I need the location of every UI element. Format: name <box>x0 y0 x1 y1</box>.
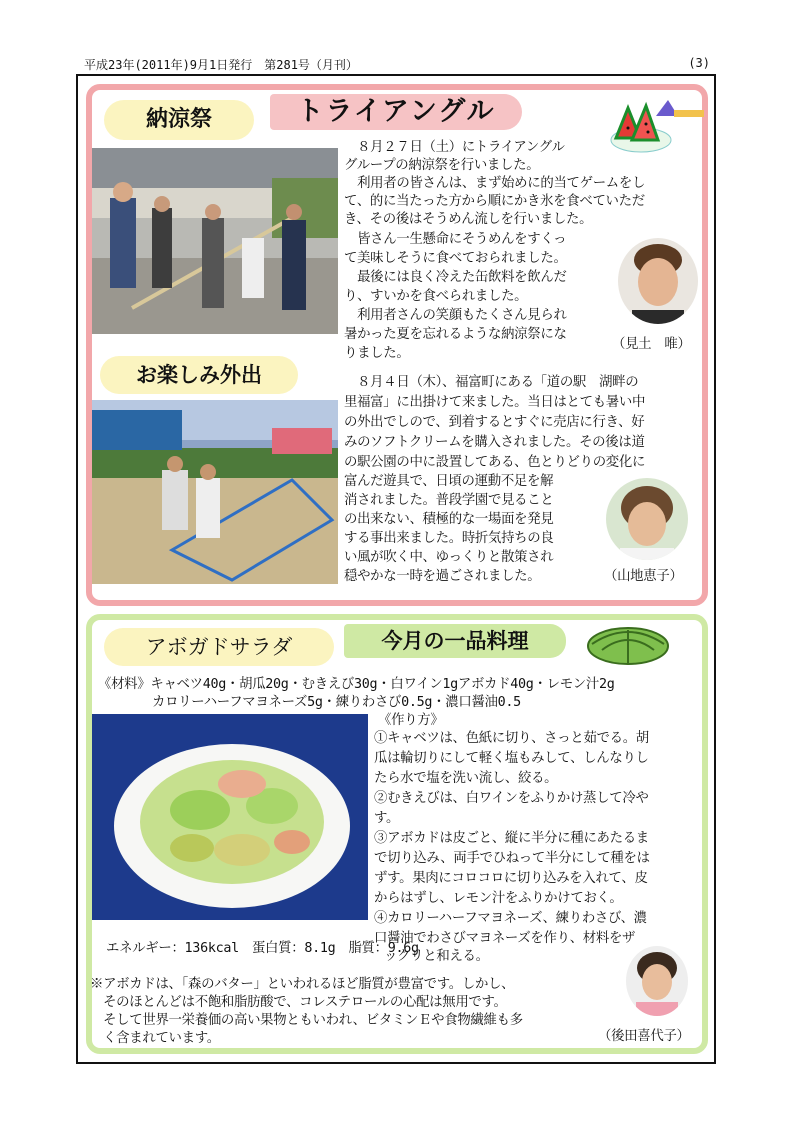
text-line: する事出来ました。時折気持ちの良 <box>344 531 554 546</box>
section-banner-recipe: 今月の一品料理 <box>344 624 566 658</box>
text-line: 暑かった夏を忘れるような納涼祭にな <box>344 327 567 342</box>
text-line: ックリと和える。 <box>384 949 489 964</box>
text-line: ①キャベツは、色紙に切り、さっと茹でる。胡 <box>374 731 649 746</box>
author-name-ushiroda: （後田喜代子） <box>598 1029 690 1044</box>
text-line: ８月２７日（土）にトライアングル <box>344 140 565 155</box>
text-line: 口醤油でわさびマヨネーズを作り、材料をザ <box>374 931 636 946</box>
section-label-outing: お楽しみ外出 <box>100 356 298 394</box>
text-line: 里福富」に出掛けて来ました。当日はとても暑い中 <box>344 395 646 410</box>
text-line: 利用者の皆さんは、まず始めに的当てゲームをし <box>344 176 646 191</box>
page-number: (3) <box>688 56 710 70</box>
text-line: ④カロリーハーフマヨネーズ、練りわさび、濃 <box>374 911 647 926</box>
text-line: 利用者さんの笑顔もたくさん見られ <box>344 308 567 323</box>
text-line: 最後には良く冷えた缶飲料を飲んだ <box>344 270 567 285</box>
watermelon-icon <box>606 96 706 160</box>
section-label-summer-festival: 納涼祭 <box>104 100 254 140</box>
text-line: 消されました。普段学園で見ること <box>344 493 554 508</box>
text-line: り、すいかを食べられました。 <box>344 289 528 304</box>
ingredients-line-1: 《材料》キャベツ40g・胡瓜20g・むきえび30g・白ワイン1gアボカド40g・レモン汁2g <box>98 677 615 692</box>
text-line: く含まれています。 <box>90 1031 220 1046</box>
text-line: で切り込み、両手でひねって半分にして種をは <box>374 851 650 866</box>
issue-line: 平成23年(2011年)9月1日発行 第281号（月刊） <box>84 58 358 72</box>
author-photo-ushiroda <box>626 946 688 1016</box>
text-line: の外出でしので、到着するとすぐに売店に行き、好 <box>344 415 645 430</box>
text-line: て、的に当たった方から順にかき氷を食べていただ <box>344 194 645 209</box>
text-line: ③アボカドは皮ごと、縦に半分に種にあたるま <box>374 831 649 846</box>
text-line: そのほとんどは不飽和脂肪酸で、コレステロールの心配は無用です。 <box>90 995 507 1010</box>
dish-name: アボガドサラダ <box>104 628 334 666</box>
text-line: グループの納涼祭を行いました。 <box>344 158 540 173</box>
text-line: そして世界一栄養価の高い果物ともいわれ、ビタミンＥや食物繊維も多 <box>90 1013 523 1028</box>
cabbage-icon <box>582 620 674 668</box>
salad-photo <box>92 714 368 920</box>
text-line: 穏やかな一時を過ごされました。 <box>344 569 541 584</box>
text-line: ※アボカドは、「森のバター」といわれるほど脂質が豊富です。しかし、 <box>90 977 515 992</box>
author-photo-mito <box>618 238 698 324</box>
author-name-mito: （見土 唯） <box>612 337 691 352</box>
author-photo-yamaji <box>606 478 688 560</box>
text-line: りました。 <box>344 346 410 361</box>
text-line: みのソフトクリームを購入されました。その後は道 <box>344 435 645 450</box>
ingredients-line-2: カロリーハーフマヨネーズ5g・練りわさび0.5g・濃口醤油0.5 <box>152 695 521 710</box>
text-line: 《作り方》 <box>378 713 444 728</box>
text-line: 皆さん一生懸命にそうめんをすくっ <box>344 232 567 247</box>
text-line: い風が吹く中、ゆっくりと散策され <box>344 550 554 565</box>
outing-photo <box>92 400 338 584</box>
section-banner-triangle: トライアングル <box>270 94 522 130</box>
text-line: たら水で塩を洗い流し、絞る。 <box>374 771 558 786</box>
text-line: 瓜は輪切りにして軽く塩もみして、しんなりし <box>374 751 649 766</box>
text-line: からはずし、レモン汁をふりかけておく。 <box>374 891 623 906</box>
text-line: ８月４日（木）、福富町にある「道の駅 湖畔の <box>344 375 639 390</box>
text-line: て美味しそうに食べておられました。 <box>344 251 567 266</box>
festival-photo <box>92 148 338 334</box>
text-line: き、その後はそうめん流しを行いました。 <box>344 212 593 227</box>
text-line: す。 <box>374 811 400 826</box>
author-name-yamaji: （山地恵子） <box>604 569 683 584</box>
text-line: の出来ない、積極的な一場面を発見 <box>344 512 554 527</box>
nutrition-info: エネルギー：136kcal 蛋白質：8.1g 脂質：9.6g <box>106 941 419 956</box>
text-line: の駅公園の中に設置してある、色とりどりの変化に <box>344 455 646 470</box>
text-line: ②むきえびは、白ワインをふりかけ蒸して冷や <box>374 791 649 806</box>
text-line: ずす。果肉にコロコロに切り込みを入れて、皮 <box>374 871 648 886</box>
text-line: 富んだ遊具で、日頃の運動不足を解 <box>344 474 554 489</box>
